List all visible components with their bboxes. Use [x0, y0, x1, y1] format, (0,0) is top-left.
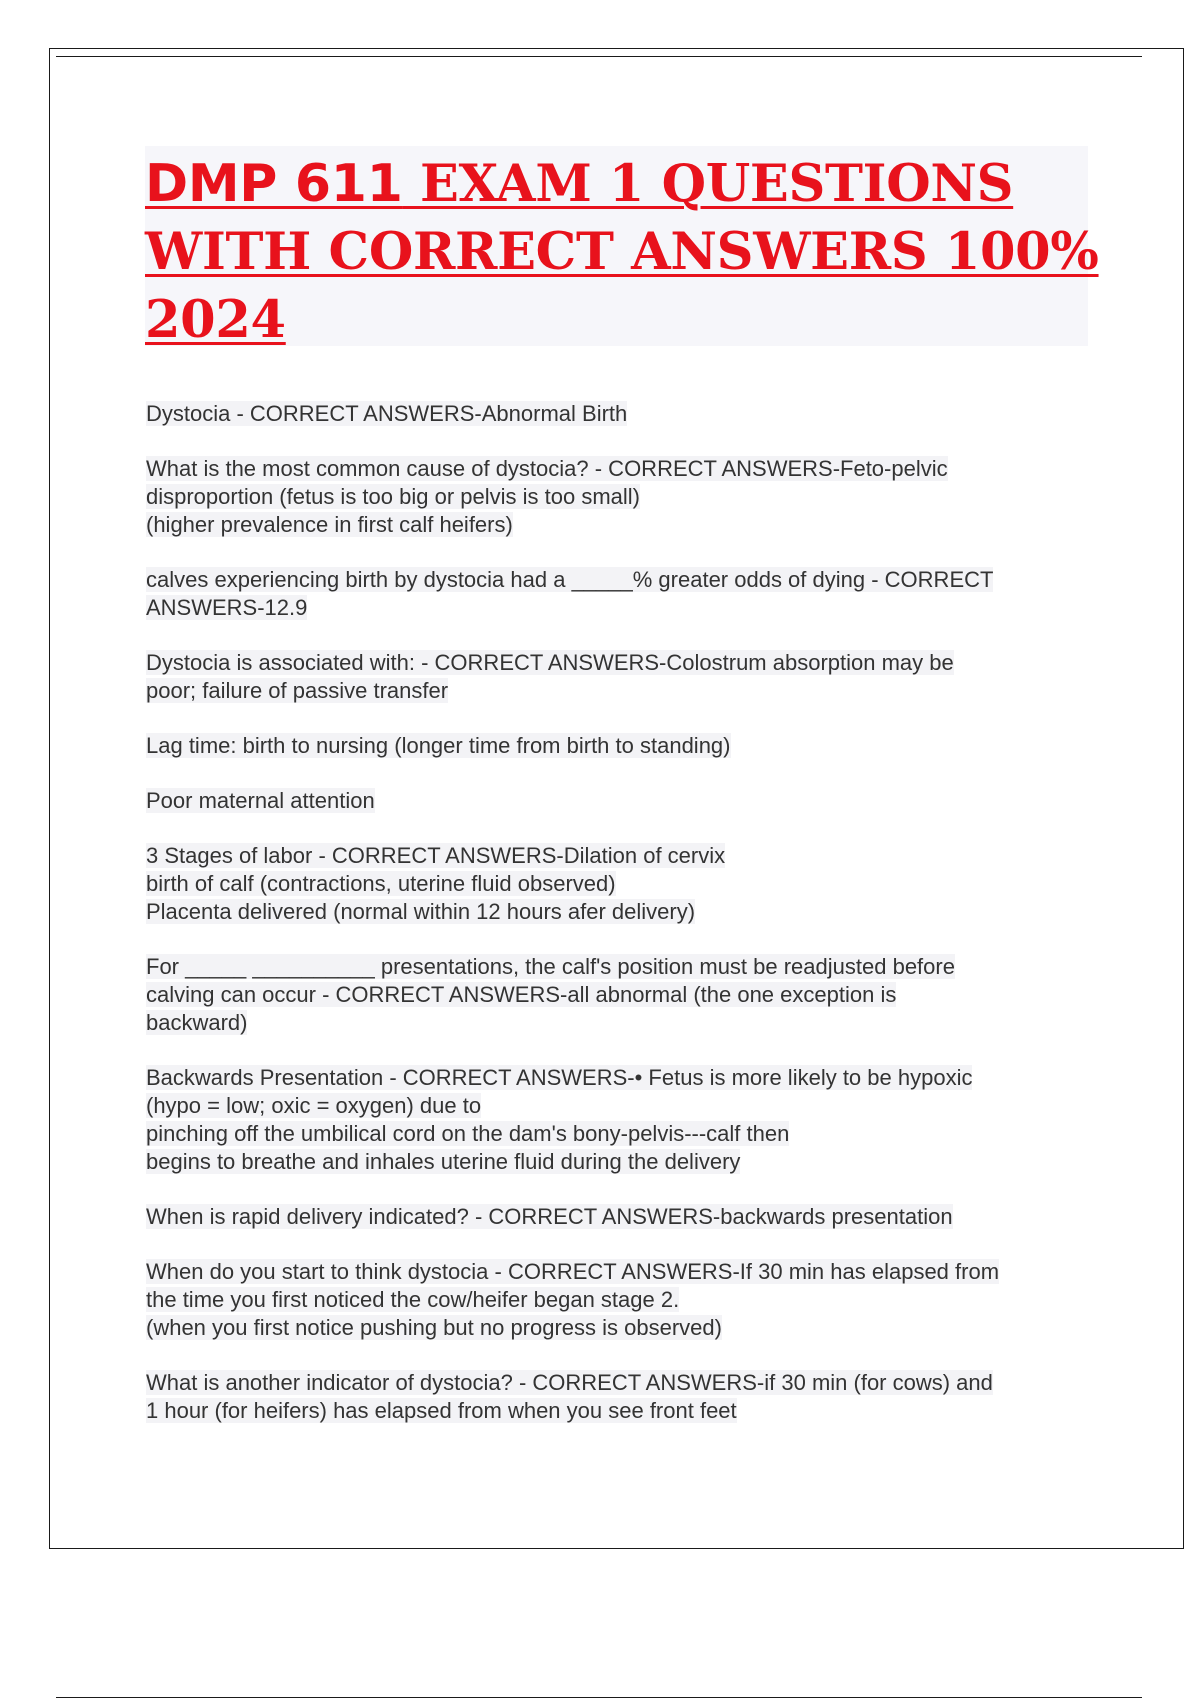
qa-entry — [146, 1369, 1096, 1425]
qa-line: What is the most common cause of dystocia? - CORRECT ANSWERS-Feto-pelvic — [146, 456, 948, 481]
qa-entry — [146, 455, 1096, 539]
title-line-3: 2024 — [145, 290, 286, 350]
qa-line: What is another indicator of dystocia? - CORRECT ANSWERS-if 30 min (for cows) and — [146, 1370, 993, 1395]
qa-entry — [146, 732, 1096, 760]
title-line-1-rest: EXAM 1 QUESTIONS — [402, 154, 1014, 214]
qa-line: pinching off the umbilical cord on the dam's bony-pelvis---calf then — [146, 1121, 790, 1146]
qa-entry — [146, 1203, 1096, 1231]
course-code: DMP 611 — [145, 154, 403, 214]
qa-line: (when you first notice pushing but no progress is observed) — [146, 1315, 722, 1340]
qa-line: For _____ __________ presentations, the calf's position must be readjusted before — [146, 954, 955, 979]
qa-entry — [146, 400, 1096, 428]
qa-entry — [146, 566, 1096, 622]
qa-list — [146, 400, 1096, 1452]
qa-line: When is rapid delivery indicated? - CORRECT ANSWERS-backwards presentation — [146, 1204, 953, 1229]
qa-entry — [146, 1064, 1096, 1176]
qa-entry — [146, 953, 1096, 1037]
qa-line: (hypo = low; oxic = oxygen) due to — [146, 1093, 482, 1118]
bottom-rule — [56, 1697, 1142, 1698]
qa-line: ANSWERS-12.9 — [146, 595, 308, 620]
qa-line: backward) — [146, 1010, 248, 1035]
document-title — [145, 146, 1099, 350]
qa-line: calving can occur - CORRECT ANSWERS-all abnormal (the one exception is — [146, 982, 897, 1007]
qa-line: Backwards Presentation - CORRECT ANSWERS-• Fetus is more likely to be hypoxic — [146, 1065, 973, 1090]
qa-line: Poor maternal attention — [146, 788, 375, 813]
qa-line: Dystocia - CORRECT ANSWERS-Abnormal Birth — [146, 401, 628, 426]
qa-line: birth of calf (contractions, uterine fluid observed) — [146, 871, 616, 896]
qa-line: 3 Stages of labor - CORRECT ANSWERS-Dilation of cervix — [146, 843, 726, 868]
qa-entry — [146, 842, 1096, 926]
qa-entry — [146, 787, 1096, 815]
qa-entry — [146, 649, 1096, 705]
title-line-2: WITH CORRECT ANSWERS 100% — [145, 222, 1099, 282]
qa-line: (higher prevalence in first calf heifers) — [146, 512, 513, 537]
qa-line: Lag time: birth to nursing (longer time from birth to standing) — [146, 733, 731, 758]
qa-line: the time you first noticed the cow/heifer began stage 2. — [146, 1287, 680, 1312]
qa-line: calves experiencing birth by dystocia had a _____% greater odds of dying - CORRECT — [146, 567, 994, 592]
qa-line: begins to breathe and inhales uterine fluid during the delivery — [146, 1149, 741, 1174]
qa-line: When do you start to think dystocia - CORRECT ANSWERS-If 30 min has elapsed from — [146, 1259, 1000, 1284]
qa-line: Dystocia is associated with: - CORRECT ANSWERS-Colostrum absorption may be — [146, 650, 954, 675]
qa-entry — [146, 1258, 1096, 1342]
qa-line: 1 hour (for heifers) has elapsed from when you see front feet — [146, 1398, 737, 1423]
title-line-1 — [145, 150, 1088, 218]
qa-line: poor; failure of passive transfer — [146, 678, 449, 703]
qa-line: Placenta delivered (normal within 12 hours afer delivery) — [146, 899, 696, 924]
qa-line: disproportion (fetus is too big or pelvis is too small) — [146, 484, 640, 509]
